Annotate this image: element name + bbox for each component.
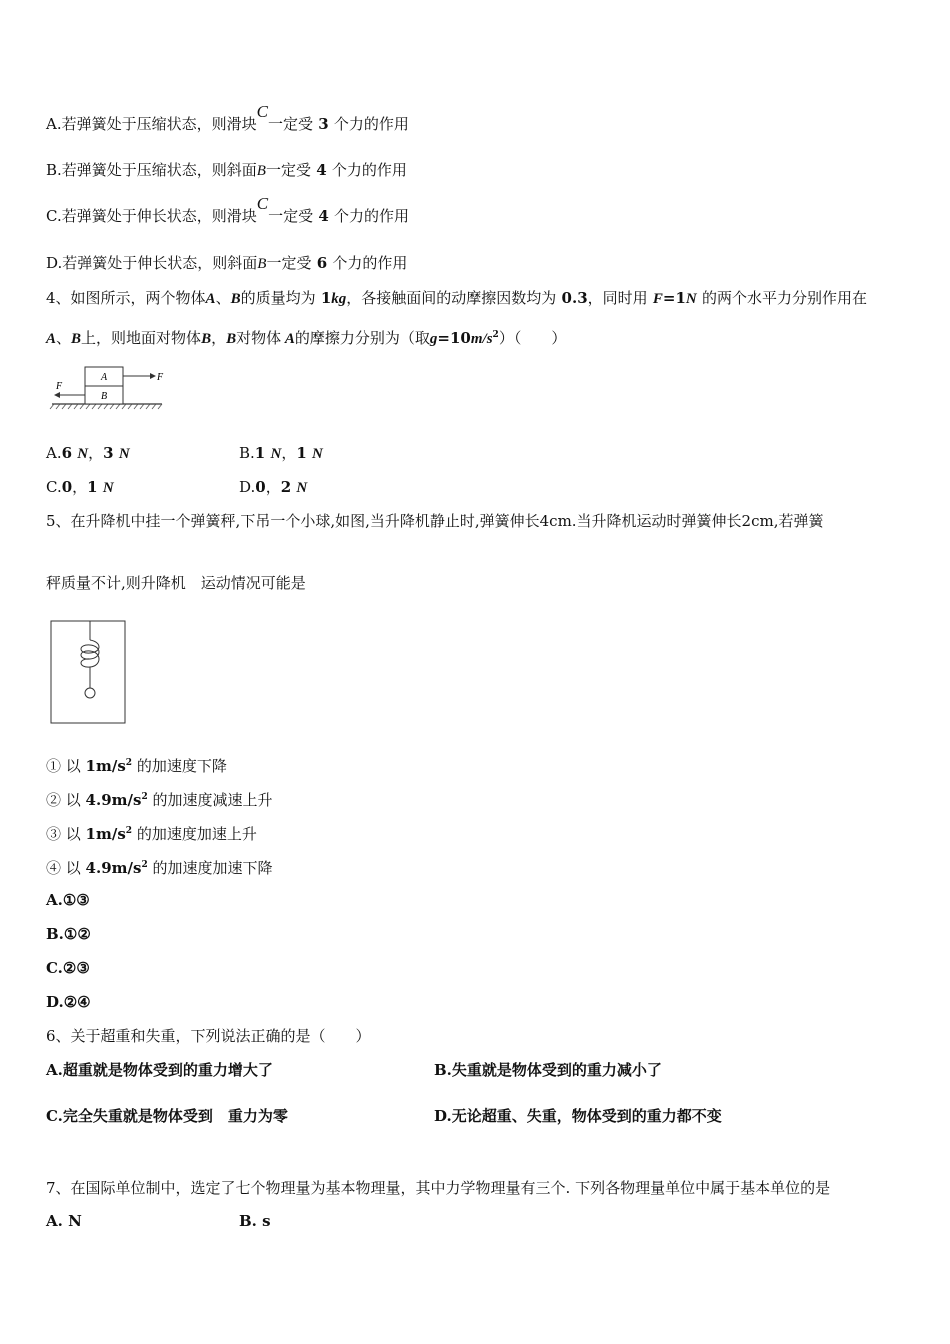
elevator-box bbox=[51, 621, 125, 723]
arrow-head-left-icon bbox=[54, 392, 60, 398]
q5-option-c: C.②③ bbox=[46, 959, 90, 977]
ball-icon bbox=[85, 688, 95, 698]
q3-option-d: D.若弹簧处于伸长状态，则斜面B一定受 6 个力的作用 bbox=[46, 254, 408, 272]
q3-option-c: C.若弹簧处于伸长状态，则滑块C一定受 4 个力的作用 bbox=[46, 194, 409, 225]
q5-option-a: A.①③ bbox=[46, 891, 90, 909]
q6-option-d: D.无论超重、失重，物体受到的重力都不变 bbox=[434, 1107, 722, 1125]
block-a-label: A bbox=[100, 372, 108, 383]
q5-option-b: B.①② bbox=[46, 925, 91, 943]
q5-item-1: ① 以 $1m/s^2$ 的加速度下降 bbox=[46, 757, 227, 775]
block-b-label: B bbox=[100, 391, 108, 402]
elevator-diagram bbox=[50, 620, 128, 726]
q5-item-2: ② 以 $4.9m/s^2$ 的加速度减速上升 bbox=[46, 791, 273, 809]
q3-option-a: A.若弹簧处于压缩状态，则滑块C一定受 3 个力的作用 bbox=[46, 102, 409, 133]
arrow-head-right-icon bbox=[150, 373, 156, 379]
q5-item-3: ③ 以 $1m/s^2$ 的加速度加速上升 bbox=[46, 825, 257, 843]
q5-item-4: ④ 以 $4.9m/s^2$ 的加速度加速下降 bbox=[46, 859, 273, 877]
ground-hatch bbox=[50, 404, 162, 409]
q5-stem-line1: 5、在升降机中挂一个弹簧秤,下吊一个小球,如图,当升降机静止时,弹簧伸长4cm.当升降机运动时弹簧伸长2cm,若弹簧 bbox=[46, 512, 824, 530]
q7-option-a: A. N bbox=[46, 1212, 82, 1230]
q7-option-b: B. s bbox=[239, 1212, 271, 1230]
q6-stem: 6、关于超重和失重，下列说法正确的是（ ） bbox=[46, 1027, 371, 1045]
q4-stem-line1: 4、如图所示，两个物体A、B的质量均为 1kg，各接触面间的动摩擦因数均为 0.3，同时用 F=1N 的两个水平力分别作用在 bbox=[46, 289, 868, 307]
q6-option-c: C.完全失重就是物体受到 重力为零 bbox=[46, 1107, 288, 1125]
q6-option-a: A.超重就是物体受到的重力增大了 bbox=[46, 1061, 273, 1079]
q4-option-d: D.0，2 N bbox=[239, 478, 308, 496]
q5-option-d: D.②④ bbox=[46, 993, 91, 1011]
q6-option-b: B.失重就是物体受到的重力减小了 bbox=[434, 1061, 662, 1079]
q4-option-a: A.6 N，3 N bbox=[46, 444, 130, 462]
q3-option-b: B.若弹簧处于压缩状态，则斜面B一定受 4 个力的作用 bbox=[46, 161, 407, 179]
q4-option-b: B.1 N，1 N bbox=[239, 444, 323, 462]
force-label-left: F bbox=[56, 381, 63, 392]
blocks-diagram bbox=[46, 362, 166, 412]
q4-option-c: C.0，1 N bbox=[46, 478, 114, 496]
q5-stem-line2: 秤质量不计,则升降机 运动情况可能是 bbox=[46, 574, 306, 592]
force-label-right: F bbox=[157, 372, 164, 383]
q7-stem: 7、在国际单位制中，选定了七个物理量为基本物理量，其中力学物理量有三个. 下列各物理量单位中属于基本单位的是 bbox=[46, 1179, 831, 1197]
q4-stem-line2: A、B上，则地面对物体B，B对物体 A的摩擦力分别为（取$g=10m/s^2$）（ ） bbox=[46, 329, 567, 347]
